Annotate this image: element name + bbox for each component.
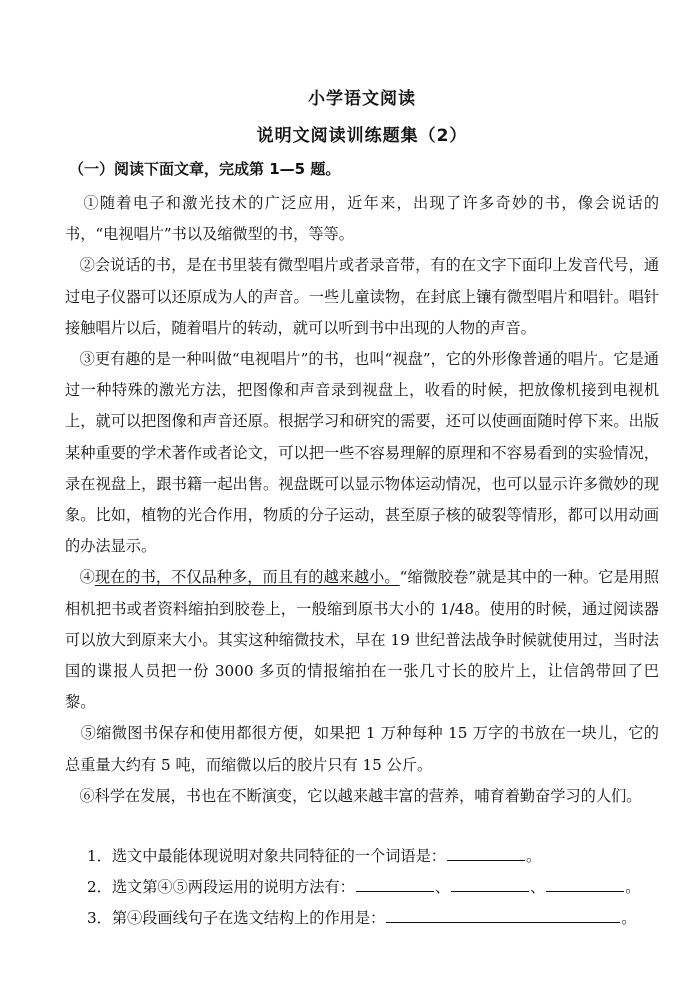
article-body bbox=[65, 188, 659, 812]
answer-blank[interactable] bbox=[451, 877, 529, 892]
underlined-sentence: 现在的书，不仅品种多，而且有的越来越小。 bbox=[94, 568, 400, 587]
section-heading: （一）阅读下面文章，完成第 1—5 题。 bbox=[69, 160, 341, 178]
question-2 bbox=[87, 877, 640, 897]
paragraph-4-text: “缩微胶卷”就是其中的一种。它是用照相机把书或者资料缩拍到胶卷上，一般缩到原书大小的 1/48。使用的时候，通过阅读器可以放大到原来大小。其实这种缩微技术，早在 19 世纪普法战争时候就使用过，当时法国的谍报人员把一份 3000 多页的情报缩拍在一张几寸长的胶片上，让信鸽带回了巴黎。 bbox=[65, 568, 660, 712]
paragraph-2-text: ②会说话的书，是在书里装有微型唱片或者录音带，有的在文字下面印上发音代号，通过电子仪器可以还原成为人的声音。一些儿童读物，在封底上镶有微型唱片和唱针。唱针接触唱片以后，随着唱片的转动，就可以听到书中出现的人物的声音。 bbox=[65, 256, 660, 337]
period: 。 bbox=[525, 847, 542, 865]
question-1-text: 1．选文中最能体现说明对象共同特征的一个词语是： bbox=[87, 847, 446, 865]
answer-blank[interactable] bbox=[386, 908, 620, 923]
paragraph-3-text: ③更有趣的是一种叫做“电视唱片”的书，也叫“视盘”，它的外形像普通的唱片。它是通过一种特殊的激光方法，把图像和声音录到视盘上，收看的时候，把放像机接到电视机上，就可以把图像和声音还原。根据学习和研究的需要，还可以使画面随时停下来。出版某种重要的学术著作或者论文，可以把一些不容易理解的原理和不容易看到的实验情况，录在视盘上，跟书籍一起出售。视盘既可以显示物体运动情况，也可以显示许多微妙的现象。比如，植物的光合作用，物质的分子运动，甚至原子核的破裂等情形，都可以用动画的办法显示。 bbox=[65, 350, 659, 556]
answer-blank[interactable] bbox=[546, 877, 624, 892]
paragraph-4-prefix: ④ bbox=[79, 568, 95, 587]
period: 。 bbox=[625, 878, 641, 896]
document-title: 小学语文阅读 bbox=[308, 89, 416, 109]
question-2-text: 2．选文第④⑤两段运用的说明方法有： bbox=[87, 878, 355, 896]
paragraph-3 bbox=[65, 344, 659, 562]
paragraph-2 bbox=[65, 250, 659, 344]
question-1 bbox=[87, 846, 541, 866]
answer-blank[interactable] bbox=[356, 877, 434, 892]
paragraph-4 bbox=[65, 562, 659, 718]
separator: 、 bbox=[530, 878, 546, 896]
answer-blank[interactable] bbox=[447, 846, 525, 861]
paragraph-5 bbox=[65, 718, 659, 780]
period: 。 bbox=[621, 909, 637, 927]
paragraph-6-text: ⑥科学在发展，书也在不断演变，它以越来越丰富的营养，哺育着勤奋学习的人们。 bbox=[79, 786, 642, 805]
paragraph-5-text: ⑤缩微图书保存和使用都很方便，如果把 1 万种每种 15 万字的书放在一块儿，它的总重量大约有 5 吨，而缩微以后的胶片只有 15 公斤。 bbox=[65, 724, 659, 774]
paragraph-1 bbox=[65, 188, 659, 250]
paragraph-1-text: ①随着电子和激光技术的广泛应用，近年来，出现了许多奇妙的书，像会说话的书，“电视唱片”书以及缩微型的书，等等。 bbox=[65, 194, 660, 244]
paragraph-6 bbox=[65, 781, 659, 812]
separator: 、 bbox=[434, 878, 451, 896]
question-3 bbox=[87, 908, 636, 928]
document-subtitle: 说明文阅读训练题集（2） bbox=[256, 126, 468, 146]
question-3-text: 3．第④段画线句子在选文结构上的作用是： bbox=[87, 909, 386, 927]
